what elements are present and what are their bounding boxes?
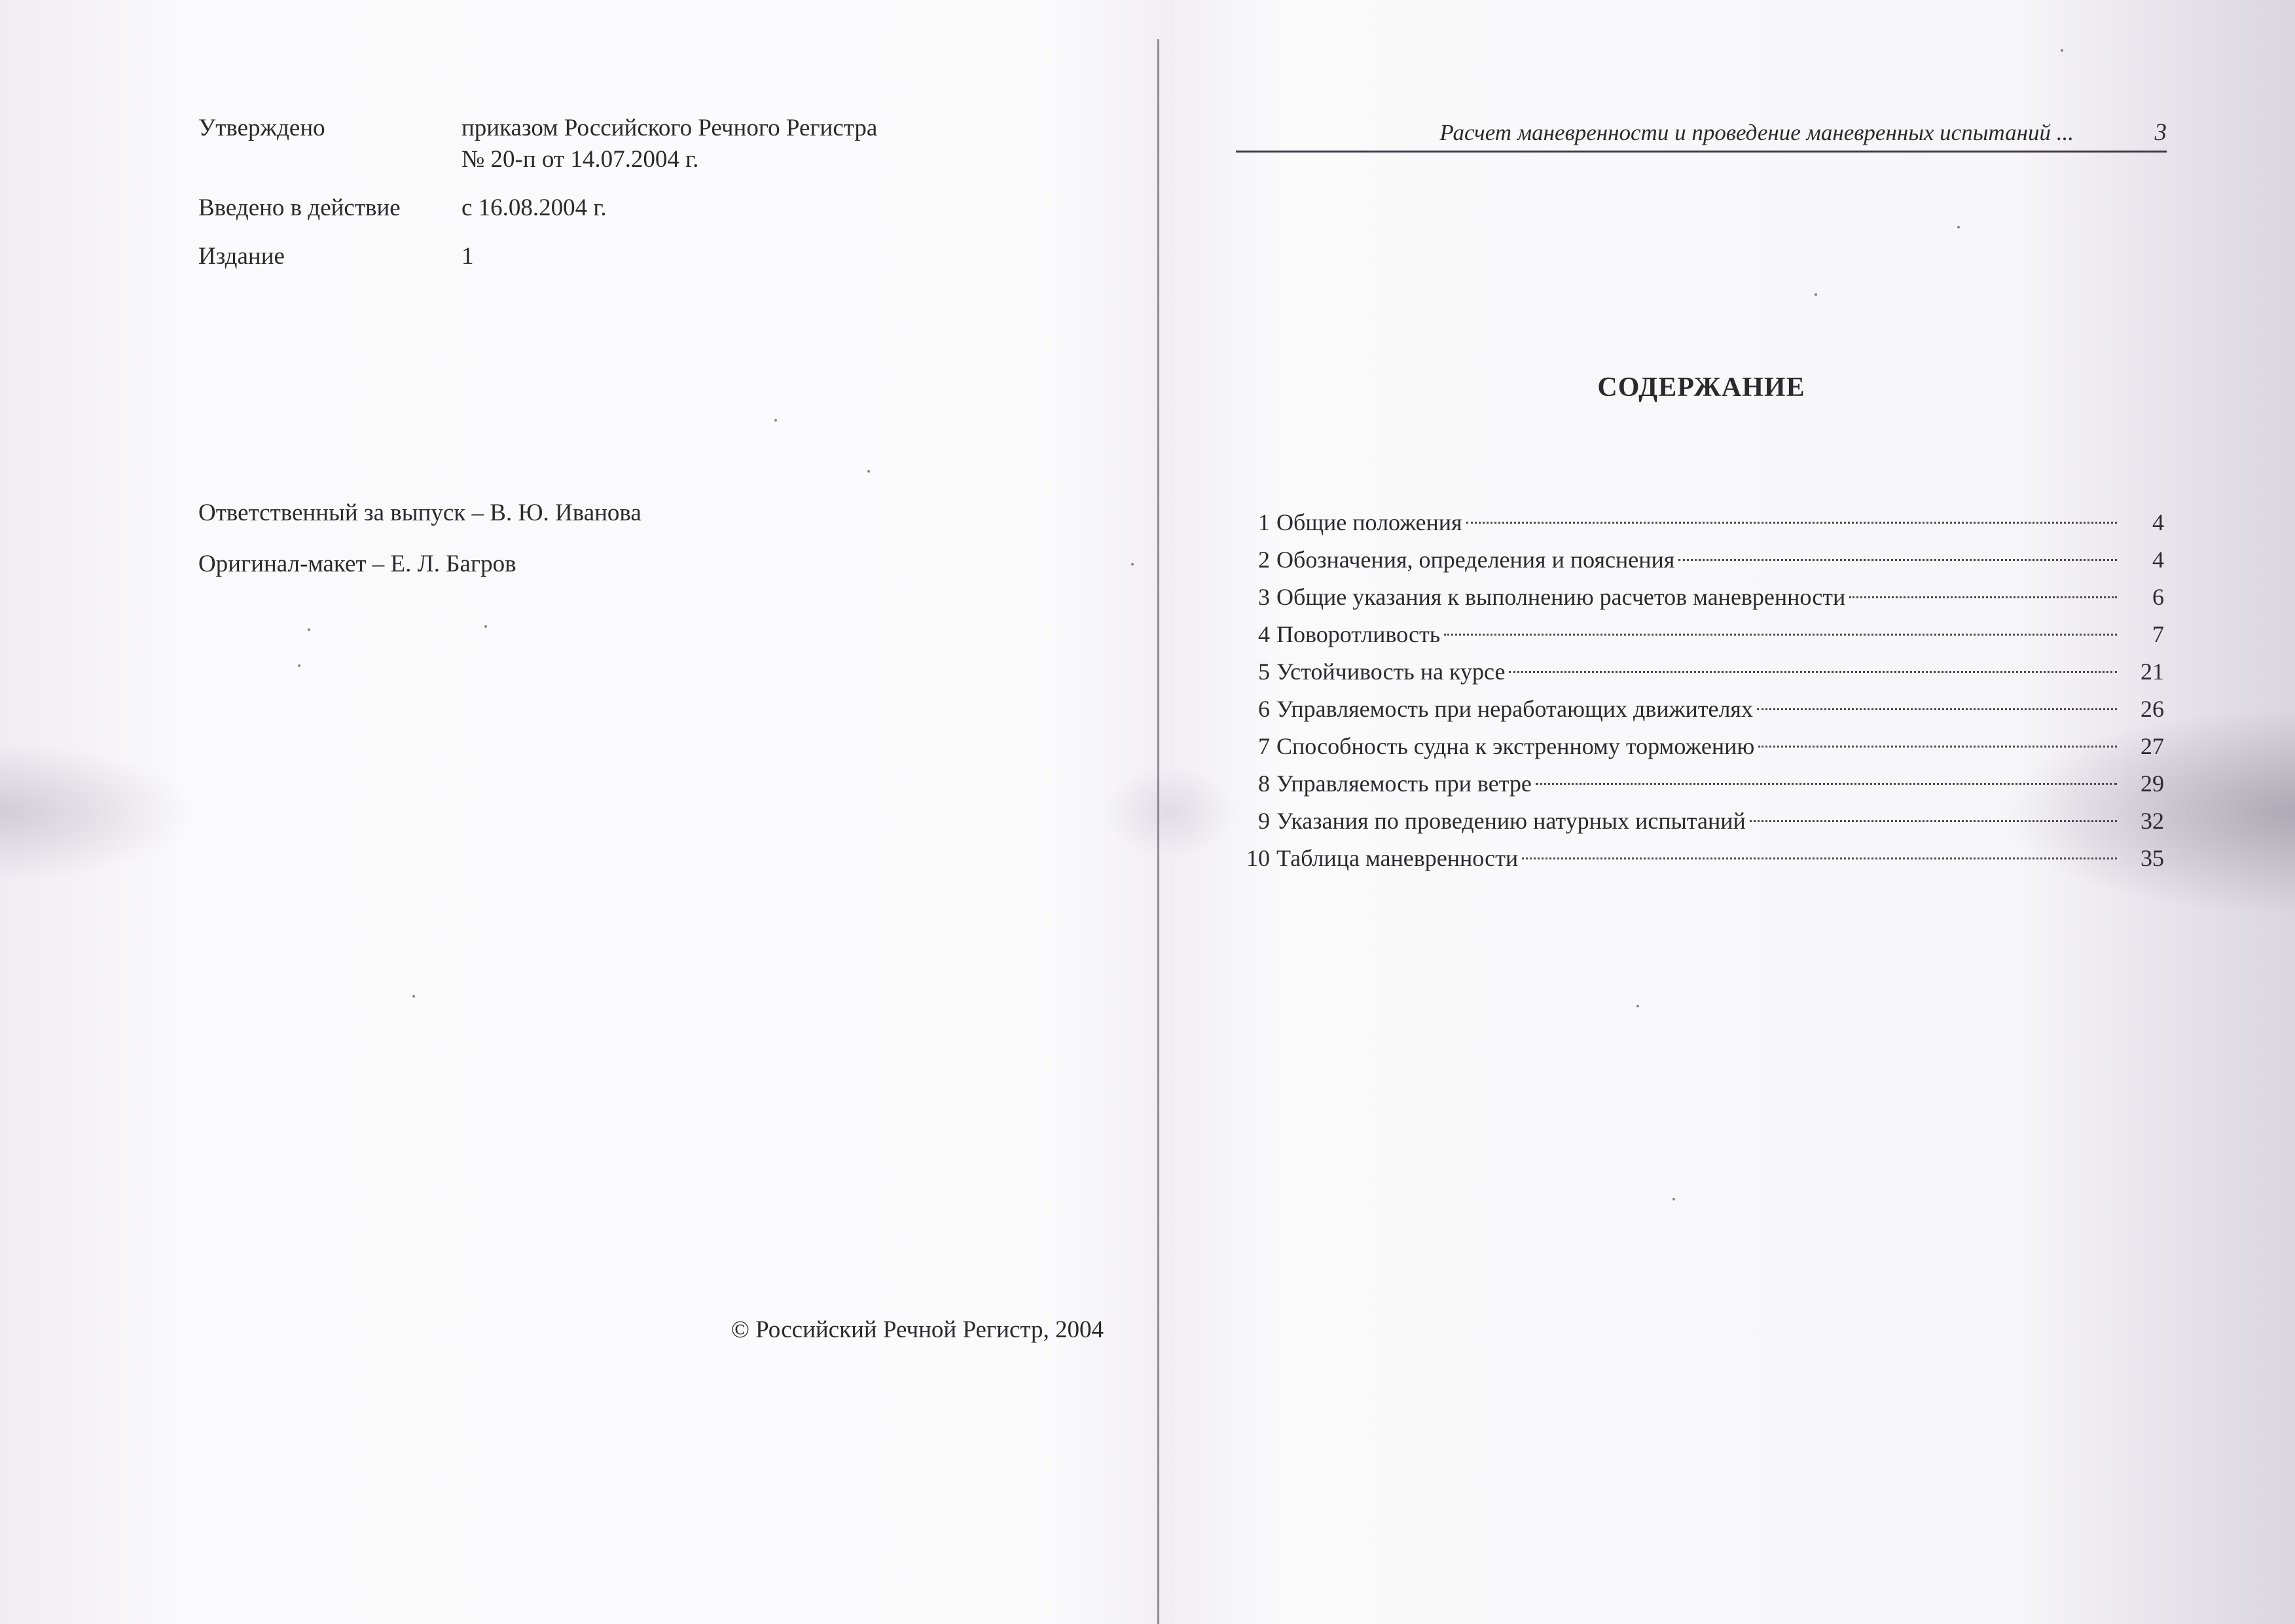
toc-item-title: Управляемость при ветре bbox=[1276, 770, 1532, 797]
toc-item-number: 9 bbox=[1258, 808, 1270, 834]
scan-speck bbox=[1957, 226, 1960, 228]
dot-leader bbox=[1757, 708, 2117, 710]
page-number: 3 bbox=[2154, 119, 2167, 146]
toc-item-page: 21 bbox=[2141, 659, 2164, 685]
toc-item-page: 32 bbox=[2141, 808, 2164, 834]
approval-row bbox=[198, 113, 877, 175]
layout-author: Оригинал-макет – Е. Л. Багров bbox=[198, 550, 516, 577]
scan-speck bbox=[298, 664, 300, 667]
dot-leader bbox=[1522, 857, 2117, 859]
scan-speck bbox=[1131, 563, 1134, 566]
approved-value bbox=[461, 113, 877, 175]
toc-item-number: 4 bbox=[1258, 621, 1270, 647]
toc-item-page: 27 bbox=[2141, 733, 2164, 759]
credits-block bbox=[198, 497, 642, 580]
scan-speck bbox=[1815, 293, 1817, 296]
toc-item-number: 5 bbox=[1258, 659, 1270, 685]
dot-leader bbox=[1758, 746, 2117, 748]
toc-item-title: Поворотливость bbox=[1276, 621, 1441, 647]
dot-leader bbox=[1444, 634, 2117, 636]
dot-leader bbox=[1466, 522, 2117, 524]
toc-item-page: 7 bbox=[2152, 621, 2164, 647]
responsible-editor: Ответственный за выпуск – В. Ю. Иванова bbox=[198, 499, 642, 526]
dot-leader bbox=[1509, 671, 2117, 673]
dot-leader bbox=[1536, 783, 2117, 785]
dot-leader bbox=[1849, 596, 2117, 598]
toc-item-title: Устойчивость на курсе bbox=[1276, 659, 1506, 685]
running-head bbox=[1236, 118, 2167, 153]
toc-item[interactable] bbox=[1236, 579, 2164, 616]
toc-item-page: 4 bbox=[2152, 547, 2164, 573]
scan-speck bbox=[1636, 1005, 1639, 1007]
scan-speck bbox=[412, 995, 415, 998]
toc-item-number: 3 bbox=[1258, 584, 1270, 610]
running-head-title: Расчет маневренности и проведение маневренных испытаний ... bbox=[1439, 120, 2074, 145]
toc-item-page: 26 bbox=[2141, 696, 2164, 722]
toc-item-title: Общие положения bbox=[1276, 509, 1462, 535]
scan-speck bbox=[867, 470, 870, 473]
toc-item-page: 29 bbox=[2141, 770, 2164, 797]
scan-speck bbox=[1672, 1198, 1675, 1200]
page-gutter bbox=[1157, 39, 1159, 1624]
toc-item-title: Указания по проведению натурных испытаний bbox=[1276, 808, 1746, 834]
approved-label: Утверждено bbox=[198, 115, 325, 141]
scan-speck bbox=[308, 628, 310, 631]
scan-speck bbox=[2061, 49, 2063, 52]
edition-row bbox=[198, 224, 877, 272]
toc-item-page: 4 bbox=[2152, 509, 2164, 535]
scan-speck bbox=[774, 419, 777, 422]
toc-item[interactable] bbox=[1236, 728, 2164, 765]
effective-label: Введено в действие bbox=[198, 194, 401, 221]
toc-item[interactable] bbox=[1236, 653, 2164, 691]
dot-leader bbox=[1678, 559, 2117, 561]
edition-value: 1 bbox=[461, 243, 474, 270]
toc-item[interactable] bbox=[1236, 765, 2164, 803]
toc-item[interactable] bbox=[1236, 803, 2164, 840]
toc-item-number: 1 bbox=[1258, 509, 1270, 535]
copyright-notice: © Российский Речной Регистр, 2004 bbox=[731, 1316, 1104, 1343]
approved-value-line2: № 20-п от 14.07.2004 г. bbox=[461, 146, 699, 173]
toc-item[interactable] bbox=[1236, 691, 2164, 728]
toc-item-title: Общие указания к выполнению расчетов маневренности bbox=[1276, 584, 1846, 610]
toc-item-number: 8 bbox=[1258, 770, 1270, 797]
dot-leader bbox=[1750, 820, 2117, 822]
toc-item-number: 10 bbox=[1246, 845, 1270, 871]
toc-item-title: Способность судна к экстренному торможению bbox=[1276, 733, 1755, 759]
toc-item[interactable] bbox=[1236, 616, 2164, 653]
table-of-contents bbox=[1236, 504, 2164, 877]
toc-item-page: 35 bbox=[2141, 845, 2164, 871]
toc-item-title: Обозначения, определения и пояснения bbox=[1276, 547, 1675, 573]
approved-value-line1: приказом Российского Речного Регистра bbox=[461, 115, 878, 141]
toc-item-title: Таблица маневренности bbox=[1276, 845, 1519, 871]
toc-item-number: 2 bbox=[1258, 547, 1270, 573]
effective-row bbox=[198, 175, 877, 224]
toc-item-page: 6 bbox=[2152, 584, 2164, 610]
toc-heading: СОДЕРЖАНИЕ bbox=[1597, 372, 1805, 403]
toc-item[interactable] bbox=[1236, 840, 2164, 877]
scan-speck bbox=[484, 625, 487, 628]
edition-label: Издание bbox=[198, 243, 285, 270]
effective-value: с 16.08.2004 г. bbox=[461, 194, 607, 221]
toc-item-number: 6 bbox=[1258, 696, 1270, 722]
toc-item[interactable] bbox=[1236, 504, 2164, 541]
toc-item-number: 7 bbox=[1258, 733, 1270, 759]
toc-item[interactable] bbox=[1236, 541, 2164, 579]
toc-item-title: Управляемость при неработающих движителях bbox=[1276, 696, 1753, 722]
approval-info-table bbox=[198, 113, 877, 272]
